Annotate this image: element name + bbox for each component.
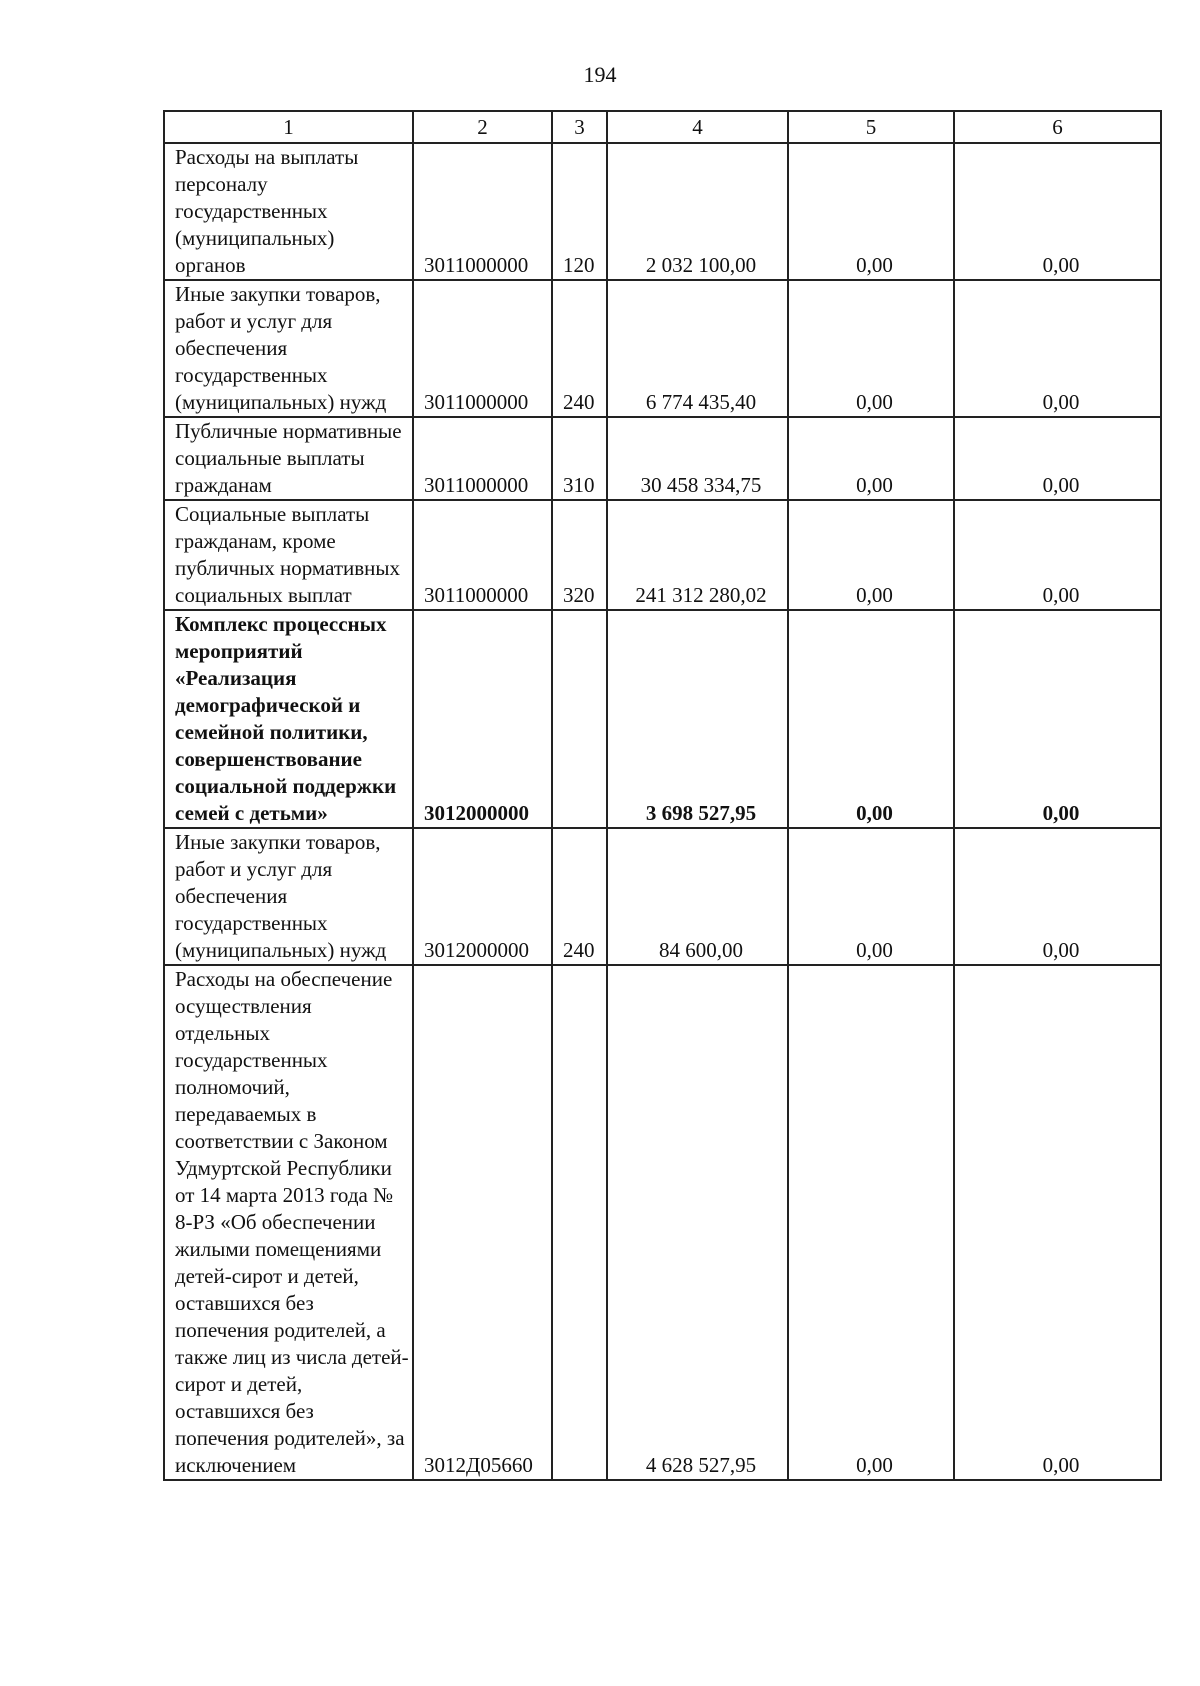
target-code: 3012000000 (413, 610, 552, 828)
column-header: 3 (552, 111, 607, 143)
amount-col5: 0,00 (788, 828, 954, 965)
target-code: 3011000000 (413, 280, 552, 417)
amount-col6: 0,00 (954, 280, 1161, 417)
target-code: 3012Д05660 (413, 965, 552, 1480)
amount-col6: 0,00 (954, 143, 1161, 280)
budget-table (163, 110, 1162, 1481)
expense-type-code (552, 610, 607, 828)
target-code: 3011000000 (413, 417, 552, 500)
column-header: 5 (788, 111, 954, 143)
target-code: 3012000000 (413, 828, 552, 965)
expense-name: Публичные нормативные социальные выплаты гражданам (164, 417, 413, 500)
expense-type-code (552, 965, 607, 1480)
table-row (164, 280, 1161, 417)
expense-type-code: 240 (552, 828, 607, 965)
expense-name: Комплекс процессных мероприятий «Реализация демографической и семейной политики, совершенствование социальной поддержки семей с детьми» (164, 610, 413, 828)
expense-name: Расходы на выплаты персоналу государственных (муниципальных) органов (164, 143, 413, 280)
expense-name: Социальные выплаты гражданам, кроме публичных нормативных социальных выплат (164, 500, 413, 610)
amount: 30 458 334,75 (607, 417, 788, 500)
expense-type-code: 120 (552, 143, 607, 280)
amount-col6: 0,00 (954, 828, 1161, 965)
column-header: 1 (164, 111, 413, 143)
amount-col5: 0,00 (788, 143, 954, 280)
column-header: 4 (607, 111, 788, 143)
target-code: 3011000000 (413, 500, 552, 610)
amount-col5: 0,00 (788, 417, 954, 500)
amount: 4 628 527,95 (607, 965, 788, 1480)
expense-type-code: 320 (552, 500, 607, 610)
table-row (164, 828, 1161, 965)
amount: 84 600,00 (607, 828, 788, 965)
amount-col5: 0,00 (788, 500, 954, 610)
target-code: 3011000000 (413, 143, 552, 280)
table-row (164, 417, 1161, 500)
amount: 241 312 280,02 (607, 500, 788, 610)
amount-col5: 0,00 (788, 965, 954, 1480)
amount-col5: 0,00 (788, 280, 954, 417)
expense-name: Иные закупки товаров, работ и услуг для обеспечения государственных (муниципальных) нужд (164, 828, 413, 965)
amount: 2 032 100,00 (607, 143, 788, 280)
amount-col6: 0,00 (954, 417, 1161, 500)
expense-name: Иные закупки товаров, работ и услуг для обеспечения государственных (муниципальных) нужд (164, 280, 413, 417)
column-header: 2 (413, 111, 552, 143)
amount-col6: 0,00 (954, 500, 1161, 610)
amount: 6 774 435,40 (607, 280, 788, 417)
amount: 3 698 527,95 (607, 610, 788, 828)
expense-type-code: 240 (552, 280, 607, 417)
table-row-section (164, 610, 1161, 828)
table-row (164, 965, 1161, 1480)
amount-col5: 0,00 (788, 610, 954, 828)
table-row (164, 143, 1161, 280)
amount-col6: 0,00 (954, 965, 1161, 1480)
expense-name: Расходы на обеспечение осуществления отдельных государственных полномочий, передаваемых в соответствии с Законом Удмуртской Республики от 14 марта 2013 года № 8-РЗ «Об обеспечении жилыми помещениями детей-сирот и детей, оставшихся без попечения родителей, а также лиц из числа детей-сирот и детей, оставшихся без попечения родителей», за исключением (164, 965, 413, 1480)
page-number: 194 (583, 62, 617, 87)
table-header-row (164, 111, 1161, 143)
column-header: 6 (954, 111, 1161, 143)
table-row (164, 500, 1161, 610)
amount-col6: 0,00 (954, 610, 1161, 828)
expense-type-code: 310 (552, 417, 607, 500)
